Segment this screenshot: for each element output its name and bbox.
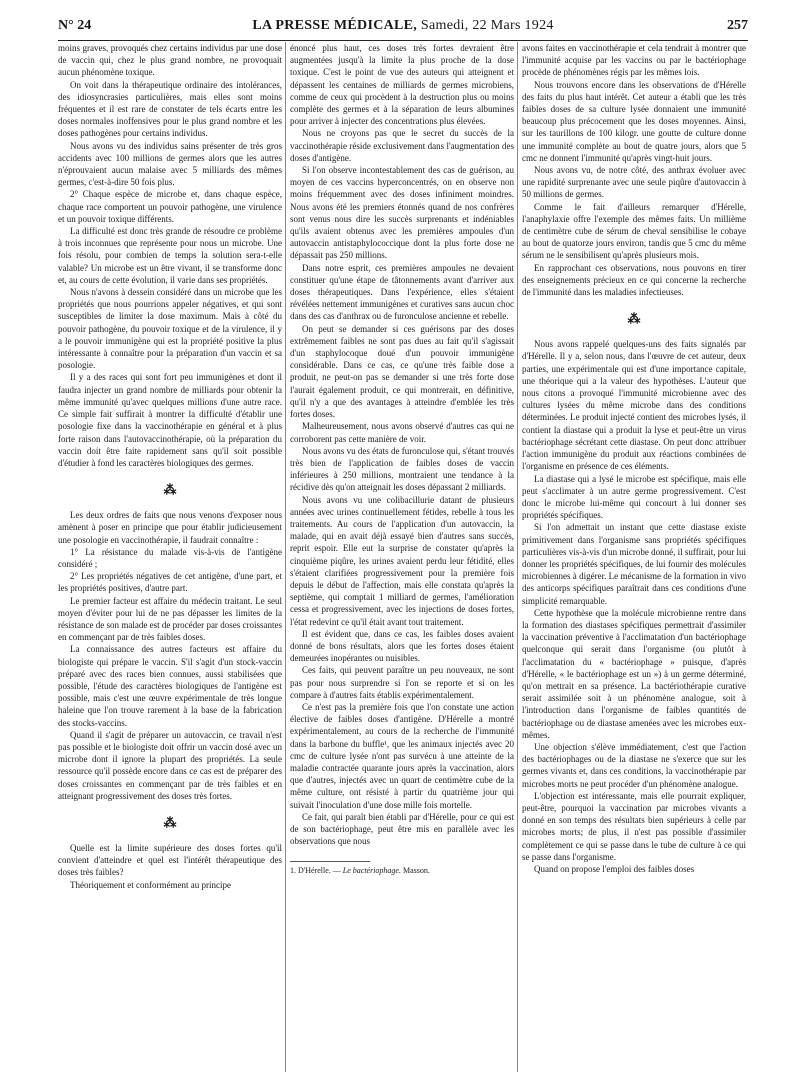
section-separator: ⁂ <box>163 482 177 498</box>
paragraph: Nous trouvons encore dans les observations de d'Hérelle des faits du plus haut intérêt. Cet auteur a établi que les très faibles doses de sa culture lysée donnaient une immunité beaucoup plus précocement que les doses moyennes. Ainsi, sur les taurillons de 100 kilogr. une goutte de culture donne une immunité complète au bout de quatre jours, alors que 5 cmc ne donnent l'immunité qu'après vingt-huit jours. <box>522 79 746 163</box>
footnote-publisher: Masson. <box>402 866 430 876</box>
issue-date: Samedi, 22 Mars 1924 <box>420 18 554 33</box>
paragraph: Quand on propose l'emploi des faibles doses <box>534 864 695 874</box>
paragraph: Ces faits, qui peuvent paraître un peu nouveaux, ne sont pas pour nous surprendre si l'on se reporte et si on les compare à d'autres faits établis expérimentalement. <box>290 665 514 700</box>
paragraph: Quelle est la limite supérieure des doses fortes qu'il convient d'atteindre et quel est l'intérêt thérapeutique des doses très faibles? <box>58 842 282 878</box>
paragraph: Malheureusement, nous avons observé d'autres cas qui ne corroborent pas cette manière de voir. <box>290 421 514 444</box>
column-divider <box>517 42 518 1072</box>
paragraph: Dans notre esprit, ces premières ampoules ne devaient constituer qu'une étape de tâtonnements avant d'arriver aux doses thérapeutiques. Dans l'expérience, elles s'étaient révélées nettement immunigènes et curatives sans aucun choc dans des cas d'anthrax ou de furonculose ancienne et rebelle. <box>290 262 514 322</box>
paragraph: énoncé plus haut, ces doses très fortes devraient être augmentées jusqu'à la limite la plus proche de la dose toxique. C'est le point de vue des auteurs qui atteignent et dépassent les centaines de milliards de germes microbiens, comme de ceux qui procèdent à la destruction plus ou moins complète des germes et à la séparation de leurs albumines pour arriver à injecter des concentrations plus élevées. <box>290 43 514 127</box>
section-separator: ⁂ <box>163 814 177 830</box>
section-separator: ⁂ <box>627 311 641 327</box>
list-item: 2° Les propriétés négatives de cet antigène, d'une part, et les propriétés positives, d'autre part. <box>58 571 282 594</box>
paragraph: Nous avons vu, de notre côté, des anthrax évoluer avec une rapidité surprenante avec une seule piqûre d'autovaccin à 50 millions de germes. <box>522 165 746 200</box>
paragraph: On voit dans la thérapeutique ordinaire des intolérances, des idiosyncrasies particulières, mais elles sont moins fréquentes et il est rare de constater de tels écarts entre les doses normales inoffensives pour le plus grand nombre et les doses pathogènes pour certains individus. <box>58 79 282 139</box>
paragraph: Cette hypothèse que la molécule microbienne rentre dans la formation des diastases spécifiques permettrait d'assimiler la vaccination préventive à l'acclimatation d'un bactériophage quelconque qui serait dans l'organisme (ou plutôt à l'acclimatation du « bactériophage » puisque, d'après d'Hérelle, « le bactériophage est un ») à un germe déterminé, qu'on mettrait en sa présence. La bactériothérapie curative serait assimilée soit à un phénomène analogue, soit à l'introduction dans l'organisme de faibles quantités de bactériophage ou de diastase amenées avec les microbes eux-mêmes. <box>522 607 746 740</box>
running-title <box>58 18 748 34</box>
paragraph: Si l'on admettait un instant que cette diastase existe primitivement dans l'organisme sans propriétés spécifiques particulières vis-à-vis d'un microbe donné, il suffirait, pour lui donner les propriétés spécifiques, de lui fournir des molécules microbiennes à digérer. Le mécanisme de la formation in vivo des anticorps spécifiques paraîtrait dans ces conditions d'une simplicité remarquable. <box>522 522 746 606</box>
page-number: 257 <box>727 18 748 33</box>
footnote-rule <box>290 861 370 862</box>
paragraph: avons faites en vaccinothérapie et cela tendrait à montrer que l'immunité acquise par les vaccins ou par le bactériophage procède de phénomènes régis par les mêmes lois. <box>522 43 746 78</box>
paragraph: On peut se demander si ces guérisons par des doses extrêmement faibles ne sont pas dues au fait qu'il s'agissait d'un staphylocoque doué d'un pouvoir immunigène considérable. Dans ce cas, ce qu'une très faible dose a produit, ne peut-on pas se demander si une très forte dose l'aurait également produit, ce qui montrerait, en définitive, qu'il n'y a que des avantages à atteindre d'emblée les très fortes doses. <box>290 323 514 420</box>
paragraph: En rapprochant ces observations, nous pouvons en tirer des enseignements précieux en ce qui concerne la recherche de l'immunité dans les maladies infectieuses. <box>522 262 746 298</box>
paragraph: Les deux ordres de faits que nous venons d'exposer nous amènent à poser en principe que pour établir judicieusement une posologie en vaccinothérapie, il faudrait connaître : <box>58 510 282 545</box>
column-divider <box>285 42 286 1072</box>
paragraph: Nous avons rappelé quelques-uns des faits signalés par d'Hérelle. Il y a, selon nous, dans l'œuvre de cet auteur, deux parties, une expérimentale qui est d'une importance capitale, une théorique qui a la valeur des hypothèses. L'auteur que nous citons a provoqué l'immunité microbienne avec des cultures lysées du même microbe dans des conditions déterminées. Le produit injecté contient des microbes lysés, il contient la diastase qui a produit la lyse et peut-être un virus bactériophage sécrétant cette diastase. On peut donc attribuer l'action immunigène du produit aux réactions combinées de l'organisme en présence de ces éléments. <box>522 339 746 472</box>
paragraph: Ce n'est pas la première fois que l'on constate une action élective de faibles doses d'antigène. D'Hérelle a montré expérimentalement, au cours de la recherche de l'immunité dans la barbone du buffle¹, que les animaux injectés avec 20 cmc de culture lysée n'ont pas survécu à une atteinte de la maladie contractée quarante jours après la vaccination, alors que d'autres, injectés avec un quart de centimètre cube de la même culture, ont résisté à partir du quatrième jour qui suivait l'inoculation d'une dose mille fois mortelle. <box>290 701 514 810</box>
paragraph: Quand il s'agit de préparer un autovaccin, ce travail n'est pas possible et le biologiste doit offrir un vaccin dosé avec un microbe dont il ignore la plupart des propriétés. La seule ressource qu'il possède encore dans ce cas est de préparer des doses croissantes en commençant par de très faibles et en atteignant progressivement des doses très fortes. <box>58 729 282 801</box>
paragraph: Ce fait, qui paraît bien établi par d'Hérelle, pour ce qui est de son bactériophage, peut être mis en parallèle avec les observations que nous <box>290 811 514 847</box>
paragraph: Théoriquement et conformément au principe <box>70 879 231 890</box>
footnote-title: Le bactériophage. <box>342 866 401 876</box>
paragraph: La connaissance des autres facteurs est affaire du biologiste qui prépare le vaccin. S'il s'agit d'un stock-vaccin préparé avec des races bien connues, aussi stabilisées que possible, l'étude des caractères biologiques de l'antigène est possible, mais c'est une œuvre expérimentale de très longue haleine que l'on trouve rarement à la base de la fabrication des stocks-vaccins. <box>58 644 282 728</box>
paragraph: Le premier facteur est affaire du médecin traitant. Le seul moyen d'éviter pour lui de ne pas dépasser les limites de la résistance de son malade est de procéder par doses croissantes en commençant par de très faibles doses. <box>58 595 282 643</box>
footnote <box>290 866 514 876</box>
paragraph: L'objection est intéressante, mais elle pourrait expliquer, peut-être, pourquoi la vaccination par microbes vivants a donné en son temps des résultats bien supérieurs à celle par microbes morts; de plus, il n'est pas possible d'assimiler complètement ce qui se passe dans le tube de culture à ce qui se passe dans l'organisme. <box>522 790 746 862</box>
paragraph: Si l'on observe incontestablement des cas de guérison, au moyen de ces vaccins hyperconcentrés, on en observe non moins fréquemment avec des doses infiniment moindres. Nous avons été les premiers étonnés quand de nos confrères sont venus nous dire les succès surprenants et indéniables qu'ils avaient obtenus avec les premières ampoules d'un autovaccin antistaphylococcique dont la plus forte dose ne dépassait pas 250 millions. <box>290 165 514 261</box>
column-3 <box>522 42 746 1072</box>
paragraph: La difficulté est donc très grande de résoudre ce problème à trois inconnues que représente pour nous un microbe. Une fois résolu, pour combien de temps la solution sera-t-elle valable? Un microbe est un être vivant, il se transforme donc et, au cours de cette évolution, il varie dans ses propriétés. <box>58 226 282 285</box>
paragraph: Il y a des races qui sont fort peu immunigènes et dont il faudra injecter un grand nombre de milliards pour obtenir la même immunité qu'avec quelques millions d'une autre race. Ce simple fait suffirait à montrer la difficulté d'établir une posologie fixe dans la vaccinothérapie en général et à plus forte raison dans l'autovaccinothérapie, où la préparation du vaccin doit être faite rapidement sans qu'il soit possible d'étudier à fond les caractères biologiques des germes. <box>58 372 282 468</box>
list-item: 1° La résistance du malade vis-à-vis de l'antigène considéré ; <box>58 546 282 569</box>
journal-name: LA PRESSE MÉDICALE, <box>252 18 418 33</box>
paragraph: Nous avons vu des individus sains présenter de très gros accidents avec 100 millions de germes alors que les autres n'éprouvaient aucun malaise avec 5 milliards des mêmes germes, c'est-à-dire 50 fois plus. <box>58 140 282 188</box>
paragraph: Il est évident que, dans ce cas, les faibles doses avaient donné de bons résultats, alors que les fortes doses étaient demeurées inopérantes ou nuisibles. <box>290 628 514 664</box>
paragraph: Nous ne croyons pas que le secret du succès de la vaccinothérapie réside exclusivement dans l'augmentation des doses d'antigène. <box>290 128 514 163</box>
paragraph: La diastase qui a lysé le microbe est spécifique, mais elle peut s'acclimater à un autre germe progressivement. C'est donc le microbe lui-même qui concourt à lui donner ses propriétés spécifiques. <box>522 473 746 521</box>
paragraph: Nous n'avons à dessein considéré dans un microbe que les propriétés que nous pourrions appeler négatives, et qui sont susceptibles de limiter la dose maximum. Mais à côté du pouvoir pathogène, du pouvoir toxique et de la virulence, il y a le pouvoir immunigène qui est la propriété positive la plus intéressante à connaître pour la préparation d'un vaccin et sa posologie. <box>58 287 282 371</box>
footnote-author: 1. D'Hérelle. — <box>290 866 341 876</box>
paragraph: Nous avons vu des états de furonculose qui, s'étant trouvés très bien de l'application de faibles doses de vaccin inférieures à 250 millions, montraient une tendance à la récidive dès qu'on atteignait les doses dépassant 2 milliards. <box>290 445 514 493</box>
paragraph: Une objection s'élève immédiatement, c'est que l'action des bactériophages ou de la diastase ne s'exerce que sur les germes vivants et, dans ces conditions, la vaccinothérapie par microbes morts ne peut procéder d'un phénomène analogue. <box>522 741 746 789</box>
paragraph: Nous avons vu une colibacillurie datant de plusieurs années avec urines continuellement fétides, rebelle à tous les traitements. Au cours de l'application d'un autovaccin, la malade, qui en avait déjà essayé bien d'autres sans succès, reprit espoir. Elle eut la surprise de constater qu'après la cinquième piqûre, les urines avaient perdu leur fétidité, elles s'étaient clarifiées progressivement pour la première fois depuis le début de l'affection, mais elle constata qu'après la septième, qui comptait 1 milliard de germes, l'amélioration cessa et progressivement, avec les injections de doses fortes, l'état redevint ce qu'il était avant tout traitement. <box>290 494 514 627</box>
paragraph: Comme le fait d'ailleurs remarquer d'Hérelle, l'anaphylaxie offre l'exemple des mêmes faits. Un millième de centimètre cube de sérum de cheval sensibilise le cobaye au bout de quatorze jours environ, tandis que 5 cmc du même sérum ne le sensibilisent qu'après plusieurs mois. <box>522 201 746 261</box>
paragraph: 2° Chaque espèce de microbe et, dans chaque espèce, chaque race comportent un pouvoir pathogène, une virulence et un pouvoir toxique différents. <box>58 189 282 224</box>
issue-number: N° 24 <box>58 18 92 33</box>
page-header <box>58 18 748 41</box>
column-1 <box>58 42 282 1072</box>
column-2 <box>290 42 514 1072</box>
paragraph: moins graves, provoqués chez certains individus par une dose de vaccin qui, chez le plus grand nombre, ne provoquait aucun phénomène toxique. <box>58 43 282 78</box>
